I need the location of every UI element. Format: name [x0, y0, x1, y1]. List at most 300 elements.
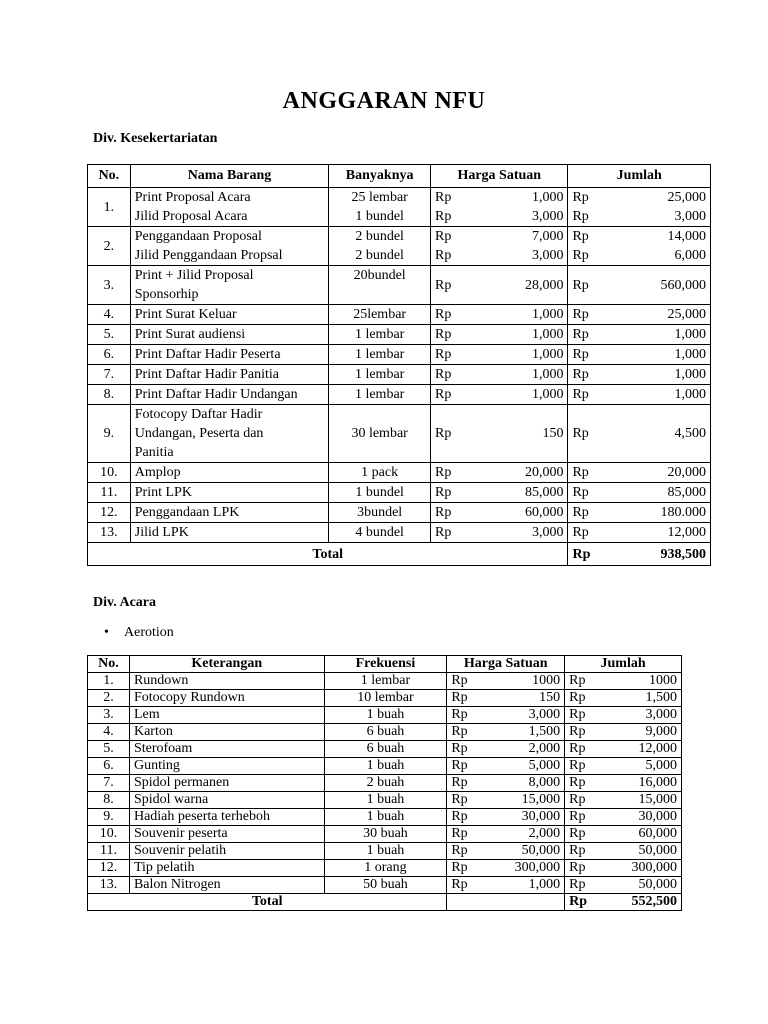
table-row	[88, 188, 711, 227]
money-value	[435, 385, 563, 404]
currency-label: Rp	[451, 724, 468, 739]
table-row	[88, 860, 682, 877]
amount: 12,000	[667, 525, 706, 540]
currency-label: Rp	[435, 347, 452, 362]
table-row	[88, 385, 711, 405]
money-value	[572, 246, 706, 265]
row-name	[130, 405, 329, 463]
currency-label: Rp	[569, 775, 586, 790]
sub-name: Jilid Penggandaan Propsal	[134, 248, 283, 263]
money-value	[451, 741, 560, 757]
row-name: Karton	[129, 724, 324, 741]
row-no: 3.	[88, 266, 131, 305]
currency-label: Rp	[572, 190, 589, 205]
row-qty: 1 lembar	[329, 365, 431, 385]
row-name: Souvenir pelatih	[129, 843, 324, 860]
money-value	[569, 775, 677, 791]
currency-label: Rp	[572, 307, 589, 322]
currency-label: Rp	[451, 877, 468, 892]
row-name: Print Daftar Hadir Undangan	[130, 385, 329, 405]
currency-label: Rp	[572, 277, 589, 293]
money-value	[451, 758, 560, 774]
money-cell	[447, 673, 565, 690]
row-qty: 1 buah	[324, 758, 447, 775]
table-row	[88, 365, 711, 385]
money-cell	[431, 405, 568, 463]
amount: 3,000	[674, 209, 706, 224]
row-no: 6.	[88, 758, 130, 775]
currency-label: Rp	[572, 327, 589, 342]
currency-label: Rp	[569, 724, 586, 739]
header-price: Harga Satuan	[431, 165, 568, 188]
table-row	[88, 758, 682, 775]
money-value	[451, 860, 560, 876]
amount: 1,000	[674, 327, 706, 342]
table-row	[88, 673, 682, 690]
currency-label: Rp	[569, 826, 586, 841]
currency-label: Rp	[451, 758, 468, 773]
money-cell	[431, 385, 568, 405]
row-qty: 2 buah	[324, 775, 447, 792]
money-cell	[565, 877, 682, 894]
money-cell	[447, 843, 565, 860]
money-cell	[431, 483, 568, 503]
money-cell	[447, 707, 565, 724]
row-no: 12.	[88, 503, 131, 523]
money-cell	[565, 690, 682, 707]
money-value	[572, 188, 706, 207]
money-value	[572, 345, 706, 364]
currency-label: Rp	[451, 843, 468, 858]
row-qty: 1 buah	[324, 792, 447, 809]
money-value	[572, 523, 706, 542]
money-cell	[447, 877, 565, 894]
money-value	[435, 188, 563, 207]
money-cell	[431, 325, 568, 345]
amount: 28,000	[524, 277, 564, 293]
amount: 14,000	[667, 229, 706, 244]
bullet-dot-icon: •	[104, 625, 109, 640]
currency-label: Rp	[572, 525, 589, 540]
money-value	[572, 365, 706, 384]
money-cell	[447, 860, 565, 877]
currency-label: Rp	[435, 190, 452, 205]
money-value	[451, 877, 560, 893]
amount: 30,000	[638, 809, 677, 824]
header-qty: Frekuensi	[324, 656, 447, 673]
table-row	[88, 266, 711, 305]
currency-label: Rp	[572, 229, 589, 244]
row-no: 4.	[88, 305, 131, 325]
currency-label: Rp	[435, 229, 452, 244]
currency-label: Rp	[451, 741, 468, 756]
money-cell	[568, 266, 711, 305]
row-no: 3.	[88, 707, 130, 724]
row-no: 8.	[88, 792, 130, 809]
row-no: 5.	[88, 325, 131, 345]
amount: 1,000	[528, 877, 561, 892]
table-row	[88, 345, 711, 365]
money-cell	[431, 523, 568, 543]
row-no: 11.	[88, 843, 130, 860]
table-row	[88, 305, 711, 325]
table-row	[88, 523, 711, 543]
sub-qty: 2 bundel	[355, 248, 404, 263]
amount: 50,000	[521, 843, 561, 858]
money-value	[435, 523, 563, 542]
amount: 6,000	[674, 248, 706, 263]
row-qty: 1 lembar	[329, 385, 431, 405]
currency-label: Rp	[569, 809, 586, 824]
money-value	[572, 483, 706, 502]
money-value	[572, 385, 706, 404]
currency-label: Rp	[435, 248, 452, 263]
currency-label: Rp	[435, 277, 452, 293]
row-no: 10.	[88, 463, 131, 483]
page-title: ANGGARAN NFU	[282, 88, 486, 114]
table-row	[88, 325, 711, 345]
table-row	[88, 707, 682, 724]
amount: 1000	[649, 673, 677, 688]
money-cell	[565, 724, 682, 741]
money-value	[572, 545, 706, 564]
money-cell	[447, 758, 565, 775]
money-cell	[431, 365, 568, 385]
row-name	[130, 227, 329, 266]
row-name: Sterofoam	[129, 741, 324, 758]
section-label-kesekertariatan: Div. Kesekertariatan	[93, 131, 218, 146]
amount: 150	[542, 426, 564, 441]
amount: 1,000	[674, 347, 706, 362]
amount: 2,000	[528, 826, 561, 841]
amount: 8,000	[528, 775, 561, 790]
money-cell	[447, 724, 565, 741]
row-qty: 50 buah	[324, 877, 447, 894]
sub-name: Penggandaan Proposal	[134, 229, 262, 244]
amount: 20,000	[667, 465, 706, 480]
amount: 7,000	[531, 229, 564, 244]
name-line: Sponsorhip	[134, 287, 199, 302]
amount: 1,500	[528, 724, 561, 739]
amount: 50,000	[638, 843, 677, 858]
amount: 560,000	[660, 277, 706, 293]
row-name: Spidol permanen	[129, 775, 324, 792]
currency-label: Rp	[451, 690, 468, 705]
row-name	[130, 266, 329, 305]
currency-label: Rp	[572, 426, 589, 441]
money-cell	[568, 503, 711, 523]
table-row	[88, 463, 711, 483]
sub-qty: 1 bundel	[355, 209, 404, 224]
currency-label: Rp	[569, 860, 586, 875]
currency-label: Rp	[569, 792, 586, 807]
currency-label: Rp	[572, 387, 589, 402]
money-cell	[565, 775, 682, 792]
row-qty: 25lembar	[329, 305, 431, 325]
row-price	[431, 227, 568, 266]
amount: 1,000	[531, 327, 564, 342]
bullet-item	[104, 625, 174, 641]
money-value	[435, 276, 563, 295]
currency-label: Rp	[572, 505, 589, 520]
row-no: 8.	[88, 385, 131, 405]
amount: 3,000	[531, 248, 564, 263]
money-cell	[447, 792, 565, 809]
money-value	[451, 673, 560, 689]
row-name: Print Surat audiensi	[130, 325, 329, 345]
currency-label: Rp	[572, 209, 589, 224]
money-value	[451, 792, 560, 808]
table-row	[88, 843, 682, 860]
money-value	[572, 276, 706, 295]
money-cell	[565, 860, 682, 877]
amount: 50,000	[638, 877, 677, 892]
amount: 9,000	[645, 724, 677, 739]
row-qty: 30 buah	[324, 826, 447, 843]
currency-label: Rp	[572, 485, 589, 500]
sub-name: Jilid Proposal Acara	[134, 209, 248, 224]
row-qty: 10 lembar	[324, 690, 447, 707]
table-row	[88, 826, 682, 843]
header-price: Harga Satuan	[447, 656, 565, 673]
currency-label: Rp	[569, 843, 586, 858]
money-cell	[568, 463, 711, 483]
table-row	[88, 503, 711, 523]
currency-label: Rp	[451, 809, 468, 824]
money-cell	[568, 345, 711, 365]
amount: 12,000	[638, 741, 677, 756]
money-cell	[568, 543, 711, 566]
money-value	[435, 503, 563, 522]
currency-label: Rp	[435, 505, 452, 520]
amount: 1,000	[674, 367, 706, 382]
sub-qty: 2 bundel	[355, 229, 404, 244]
money-cell	[568, 523, 711, 543]
amount: 3,000	[645, 707, 677, 722]
money-value	[451, 843, 560, 859]
money-value	[569, 809, 677, 825]
total-row	[88, 543, 711, 566]
amount: 25,000	[667, 190, 706, 205]
row-name: Spidol warna	[129, 792, 324, 809]
money-cell	[568, 305, 711, 325]
sub-name: Print Proposal Acara	[134, 190, 251, 205]
total-label: Total	[88, 543, 568, 566]
row-name	[130, 188, 329, 227]
row-qty: 1 lembar	[329, 345, 431, 365]
amount: 1,000	[531, 347, 564, 362]
money-value	[569, 690, 677, 706]
row-qty: 6 buah	[324, 741, 447, 758]
row-qty: 30 lembar	[329, 405, 431, 463]
money-value	[569, 843, 677, 859]
money-value	[451, 690, 560, 706]
row-qty: 20bundel	[329, 266, 431, 305]
amount: 2,000	[528, 741, 561, 756]
amount: 1,000	[531, 307, 564, 322]
amount: 20,000	[524, 465, 564, 480]
money-value	[435, 305, 563, 324]
amount: 300,000	[631, 860, 677, 875]
amount: 5,000	[528, 758, 561, 773]
row-total	[568, 188, 711, 227]
money-value	[451, 826, 560, 842]
header-qty: Banyaknya	[329, 165, 431, 188]
row-total	[568, 227, 711, 266]
money-value	[451, 775, 560, 791]
row-name: Rundown	[129, 673, 324, 690]
budget-table-kesekertariatan	[87, 164, 711, 566]
currency-label: Rp	[569, 673, 586, 688]
currency-label: Rp	[569, 741, 586, 756]
money-cell	[568, 483, 711, 503]
currency-label: Rp	[435, 426, 452, 441]
row-no: 2.	[88, 690, 130, 707]
currency-label: Rp	[451, 673, 468, 688]
empty-cell	[447, 894, 565, 911]
amount: 60,000	[524, 505, 564, 520]
row-qty: 1 lembar	[324, 673, 447, 690]
currency-label: Rp	[435, 387, 452, 402]
money-value	[572, 207, 706, 226]
currency-label: Rp	[435, 209, 452, 224]
money-cell	[447, 809, 565, 826]
amount: 1,500	[645, 690, 677, 705]
row-qty: 6 buah	[324, 724, 447, 741]
row-no: 9.	[88, 809, 130, 826]
amount: 1,000	[531, 387, 564, 402]
row-qty: 1 lembar	[329, 325, 431, 345]
currency-label: Rp	[451, 775, 468, 790]
amount: 15,000	[521, 792, 561, 807]
amount: 150	[539, 690, 561, 705]
table-header-row	[88, 165, 711, 188]
row-no: 5.	[88, 741, 130, 758]
money-cell	[431, 345, 568, 365]
table-header-row	[88, 656, 682, 673]
table-row	[88, 792, 682, 809]
currency-label: Rp	[569, 758, 586, 773]
bullet-text: Aerotion	[124, 625, 174, 640]
row-no: 1.	[88, 188, 131, 227]
name-line: Undangan, Peserta dan	[134, 426, 264, 441]
row-no: 12.	[88, 860, 130, 877]
money-value	[435, 246, 563, 265]
money-cell	[565, 809, 682, 826]
row-qty: 1 bundel	[329, 483, 431, 503]
row-no: 13.	[88, 877, 130, 894]
name-line: Fotocopy Daftar Hadir	[134, 407, 263, 422]
currency-label: Rp	[451, 792, 468, 807]
currency-label: Rp	[435, 327, 452, 342]
money-cell	[565, 826, 682, 843]
row-name: Hadiah peserta terheboh	[129, 809, 324, 826]
row-name: Print LPK	[130, 483, 329, 503]
money-cell	[565, 894, 682, 911]
row-name: Tip pelatih	[129, 860, 324, 877]
table-row	[88, 690, 682, 707]
money-value	[435, 227, 563, 246]
row-qty: 1 orang	[324, 860, 447, 877]
money-cell	[447, 775, 565, 792]
money-cell	[447, 690, 565, 707]
table-row	[88, 483, 711, 503]
row-name: Print Daftar Hadir Peserta	[130, 345, 329, 365]
money-value	[569, 792, 677, 808]
currency-label: Rp	[451, 826, 468, 841]
currency-label: Rp	[569, 877, 586, 892]
amount: 3,000	[531, 209, 564, 224]
money-value	[569, 894, 677, 910]
currency-label: Rp	[569, 707, 586, 722]
row-no: 1.	[88, 673, 130, 690]
currency-label: Rp	[572, 248, 589, 263]
row-qty: 3bundel	[329, 503, 431, 523]
header-name: Keterangan	[129, 656, 324, 673]
money-cell	[568, 325, 711, 345]
table-row	[88, 405, 711, 463]
money-value	[572, 305, 706, 324]
total-label: Total	[88, 894, 447, 911]
row-no: 4.	[88, 724, 130, 741]
row-name: Jilid LPK	[130, 523, 329, 543]
money-cell	[447, 826, 565, 843]
row-qty: 4 bundel	[329, 523, 431, 543]
currency-label: Rp	[451, 860, 468, 875]
amount: 180.000	[660, 505, 706, 520]
money-cell	[568, 385, 711, 405]
money-value	[569, 877, 677, 893]
money-value	[435, 483, 563, 502]
money-cell	[431, 305, 568, 325]
amount: 5,000	[645, 758, 677, 773]
money-value	[435, 325, 563, 344]
money-value	[572, 424, 706, 443]
row-no: 7.	[88, 775, 130, 792]
money-value	[569, 826, 677, 842]
money-value	[569, 724, 677, 740]
currency-label: Rp	[435, 307, 452, 322]
currency-label: Rp	[569, 690, 586, 705]
currency-label: Rp	[435, 525, 452, 540]
header-no: No.	[88, 656, 130, 673]
row-no: 11.	[88, 483, 131, 503]
row-no: 2.	[88, 227, 131, 266]
money-value	[569, 758, 677, 774]
row-name: Penggandaan LPK	[130, 503, 329, 523]
name-line: Print + Jilid Proposal	[134, 268, 254, 283]
money-cell	[431, 266, 568, 305]
amount: 30,000	[521, 809, 561, 824]
money-cell	[565, 758, 682, 775]
amount: 1,000	[674, 387, 706, 402]
table-row	[88, 809, 682, 826]
amount: 85,000	[524, 485, 564, 500]
currency-label: Rp	[435, 485, 452, 500]
amount: 15,000	[638, 792, 677, 807]
amount: 1000	[532, 673, 561, 688]
row-name: Gunting	[129, 758, 324, 775]
header-no: No.	[88, 165, 131, 188]
amount: 16,000	[638, 775, 677, 790]
money-cell	[431, 463, 568, 483]
money-value	[569, 741, 677, 757]
amount: 552,500	[631, 894, 677, 909]
row-qty	[329, 188, 431, 227]
row-qty: 1 pack	[329, 463, 431, 483]
row-qty: 1 buah	[324, 843, 447, 860]
amount: 1,000	[531, 190, 564, 205]
